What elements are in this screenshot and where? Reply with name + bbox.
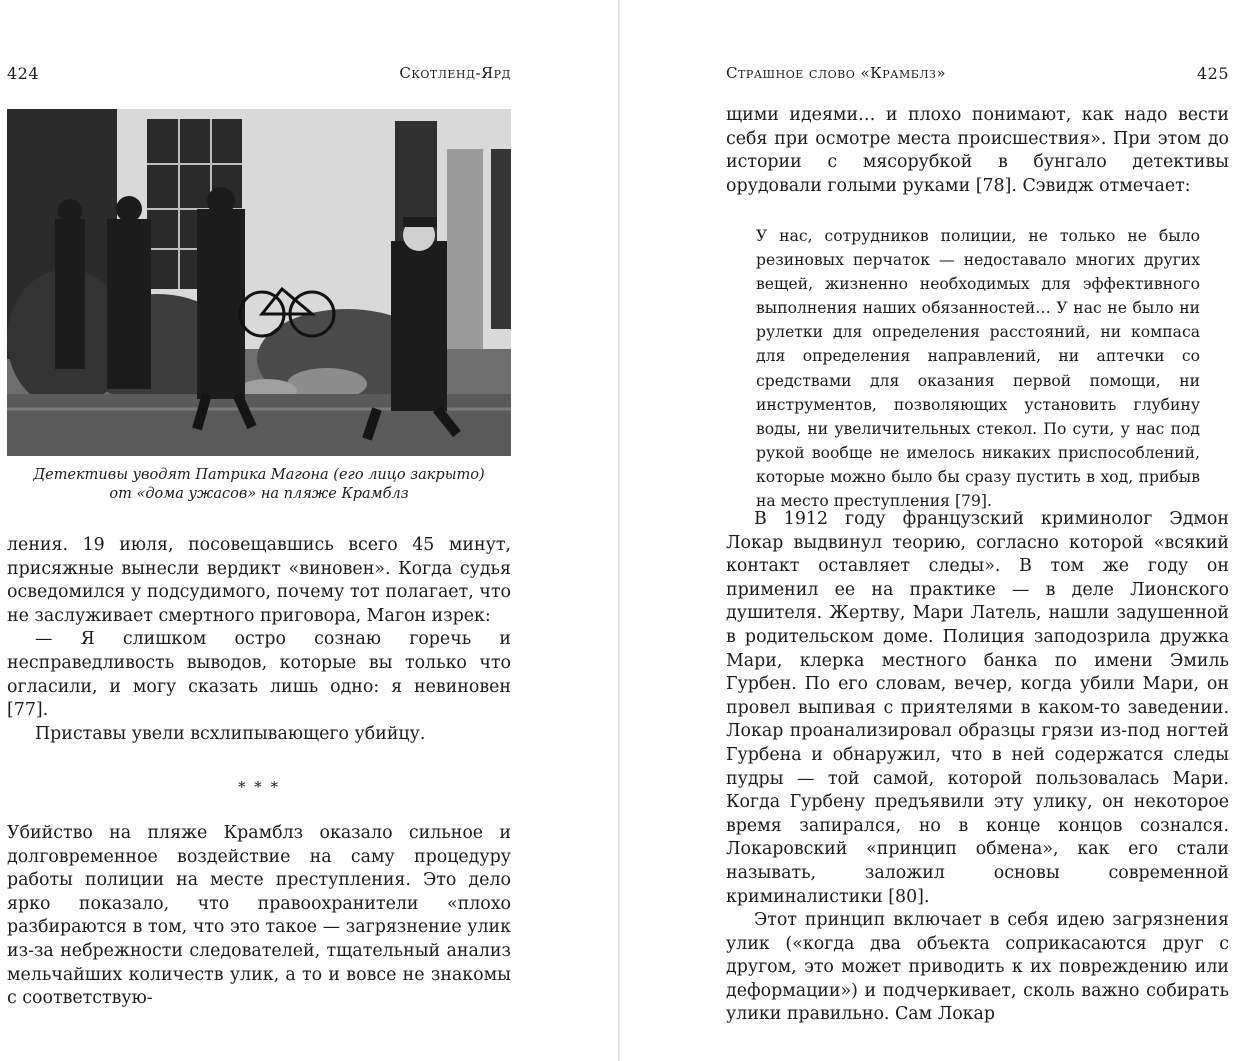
page-number: 425 [1196, 64, 1229, 83]
block-quote [756, 224, 1200, 513]
photograph [7, 109, 511, 456]
paragraph: Этот принцип включает в себя идею загрязнения улик («когда два объекта соприкасаются друг с другом, это может приводить к их повреждению или деформации») и подчеркивает, сколь важно собирать улики правильно. Сам Локар [726, 910, 1229, 1025]
paragraph: — Я слишком остро сознаю горечь и несправедливость выводов, которые вы только что огласили, и могу сказать лишь одно: я невиновен [77]. [7, 629, 511, 721]
caption-line: Детективы уводят Патрика Магона (его лицо закрыто) [33, 467, 485, 483]
running-head [726, 64, 1229, 86]
paragraph: ления. 19 июля, посовещавшись всего 45 минут, присяжные вынесли вердикт «виновен». Когда судья осведомился у подсудимого, почему тот полагает, что не заслуживает смертного приговора, Магон изрек: [7, 535, 511, 626]
left-page [7, 0, 511, 1061]
body-text [726, 104, 1229, 198]
running-head-title: Скотленд-Ярд [399, 64, 511, 82]
paragraph: щими идеями… и плохо понимают, как надо вести себя при осмотре места происшествия». При этом до истории с мясорубкой в бунгало детективы орудовали голыми руками [78]. Сэвидж отмечает: [726, 105, 1229, 196]
paragraph: В 1912 году французский криминолог Эдмон Локар выдвинул теорию, согласно которой «всякий контакт оставляет следы». В том же году он применил ее на практике — в деле Лионского душителя. Жертву, Мари Латель, нашли задушенной в родительском доме. Полиция заподозрила дружка Мари, клерка местного банка по имени Эмиль Гурбен. По его словам, вечер, когда убили Мари, он провел выпивая с приятелями в каком-то заведении. Локар проанализировал образцы грязи из-под ногтей Гурбена и обнаружил, что в ней содержатся следы пудры — той самой, которой пользовалась Мари. Когда Гурбену предъявили эту улику, он некоторое время запирался, но в конце концов сознался. Локаровский «принцип обмена», как его стали называть, заложил основы современной криминалистики [80]. [726, 509, 1229, 907]
caption-line: от «дома ужасов» на пляже Крамблз [109, 486, 409, 502]
right-page [726, 0, 1229, 1061]
section-separator: * * * [237, 778, 281, 797]
body-text [726, 508, 1229, 1027]
photo-caption [7, 466, 511, 504]
page-number: 424 [7, 64, 40, 83]
running-head [7, 64, 511, 86]
paragraph: Убийство на пляже Крамблз оказало сильное и долговременное воздействие на саму процедуру работы полиции на месте преступления. Это дело ярко показало, что правоохранители «плохо разбираются в том, что это такое — загрязнение улик из-за небрежности следователей, тщательный анализ мельчайших количеств улик, а то и вовсе не знакомы с соответствую- [7, 822, 511, 1009]
photo-detectives-illustration [7, 109, 511, 456]
paragraph: Приставы увели всхлипывающего убийцу. [35, 723, 426, 744]
body-text [7, 534, 511, 1011]
page-gutter [618, 0, 620, 1061]
quote-text: У нас, сотрудников полиции, не только не было резиновых перчаток — недоставало многих других вещей, жизненно необходимых для эффективного выполнения наших обязанностей… У нас не было ни рулетки для определения расстояний, ни компаса для определения направлений, ни аптечки со средствами для оказания первой помощи, ни инструментов, позволяющих установить глубину воды, ни увеличительных стекол. По сути, у нас под рукой вообще не имелось никаких приспособлений, которые можно было бы сразу пустить в ход, прибыв на место преступления [79]. [756, 227, 1200, 511]
running-head-title: Страшное слово «Крамблз» [726, 64, 947, 82]
